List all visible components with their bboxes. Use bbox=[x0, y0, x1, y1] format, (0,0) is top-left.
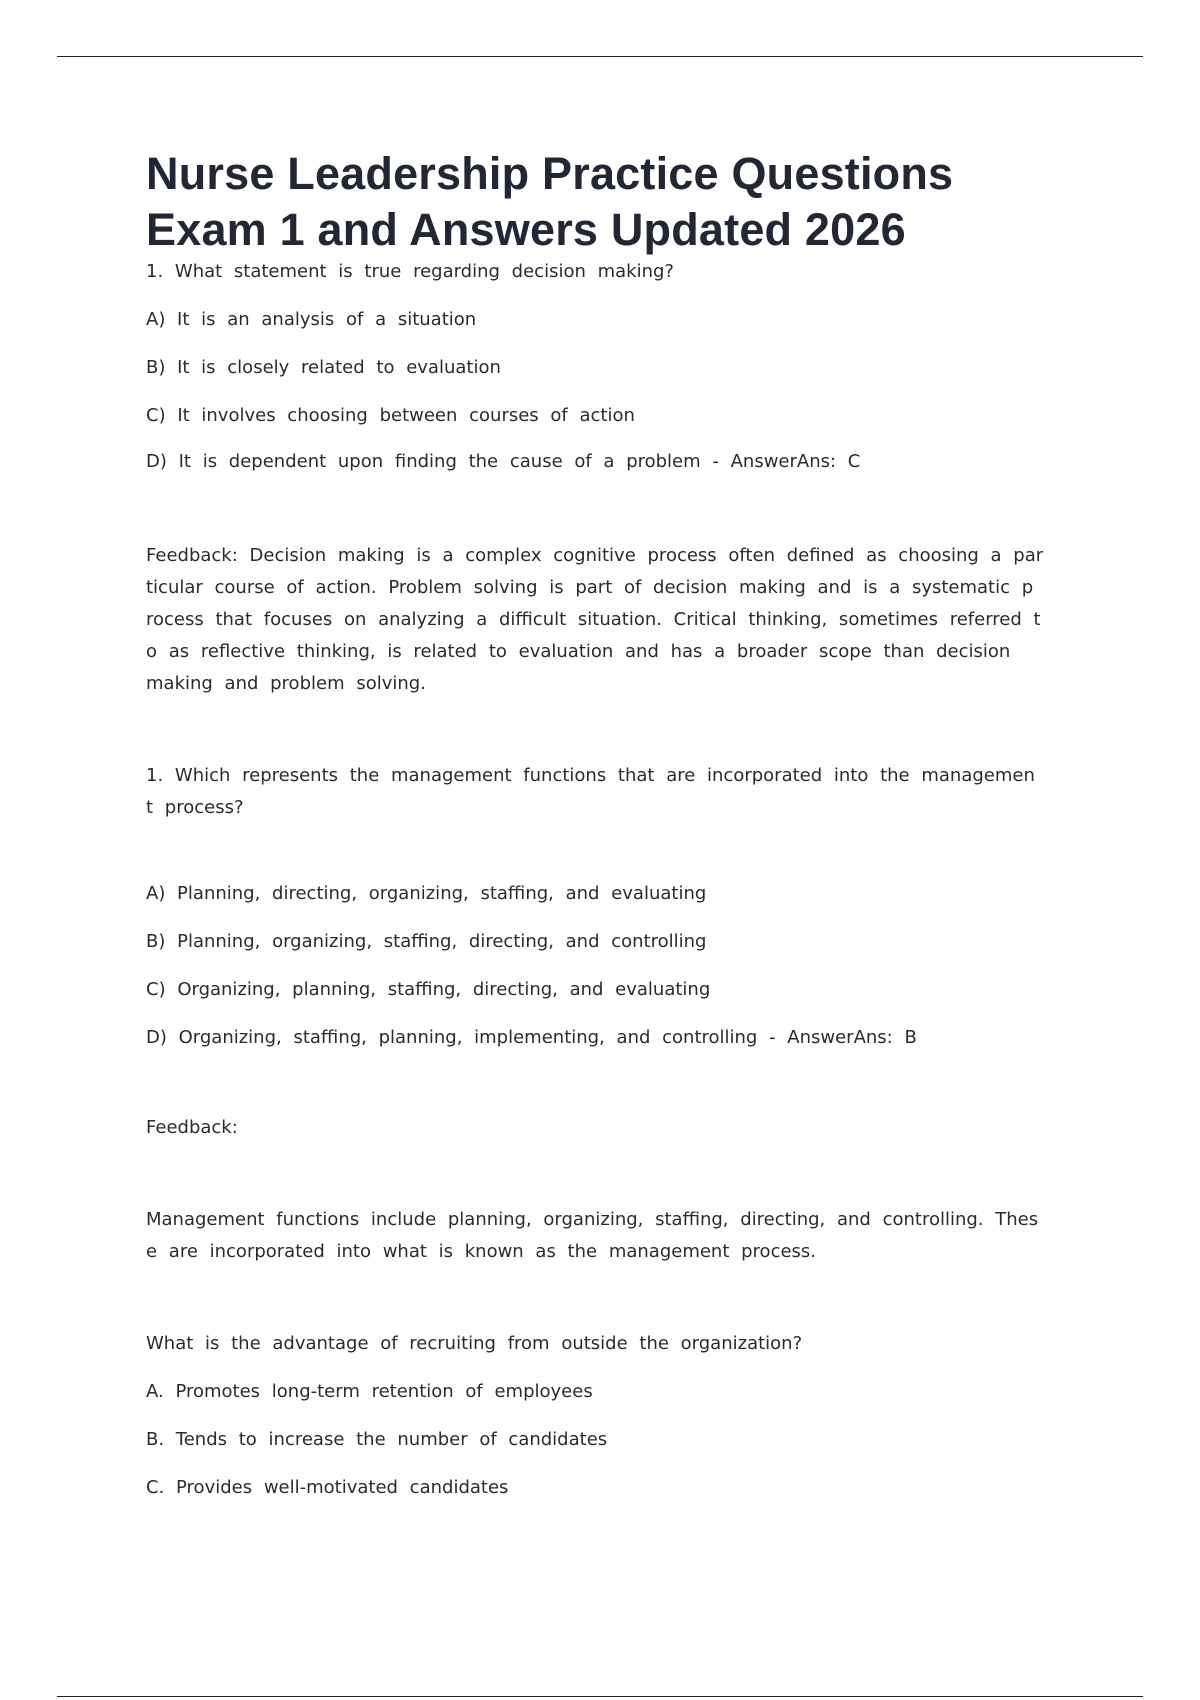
question-text bbox=[146, 760, 1054, 824]
question-line: 1. Which represents the management functions that are incorporated into the managemen bbox=[146, 765, 1035, 786]
page-content bbox=[146, 146, 1054, 1504]
feedback-line: Management functions include planning, organizing, staffing, directing, and controlling. Thes bbox=[146, 1209, 1039, 1230]
feedback-paragraph bbox=[146, 540, 1054, 700]
feedback-line: rocess that focuses on analyzing a difficult situation. Critical thinking, sometimes referred t bbox=[146, 609, 1041, 630]
document-title bbox=[146, 146, 1054, 258]
option-a: A) It is an analysis of a situation bbox=[146, 309, 477, 330]
bottom-rule bbox=[57, 1696, 1143, 1697]
option-b: B) It is closely related to evaluation bbox=[146, 357, 501, 378]
question-block-1 bbox=[146, 256, 1054, 700]
feedback-line: making and problem solving. bbox=[146, 673, 426, 694]
feedback-label: Feedback: bbox=[146, 1117, 238, 1138]
feedback-line: e are incorporated into what is known as the management process. bbox=[146, 1241, 817, 1262]
option-a: A) Planning, directing, organizing, staffing, and evaluating bbox=[146, 883, 707, 904]
feedback-line: o as reflective thinking, is related to evaluation and has a broader scope than decision bbox=[146, 641, 1011, 662]
option-d-answer: D) Organizing, staffing, planning, implementing, and controlling - AnswerAns: B bbox=[146, 1027, 917, 1048]
title-line-2: Exam 1 and Answers Updated 2026 bbox=[146, 204, 906, 255]
question-text: 1. What statement is true regarding decision making? bbox=[146, 261, 674, 282]
feedback-line: ticular course of action. Problem solving is part of decision making and is a systematic p bbox=[146, 577, 1034, 598]
option-c: C) Organizing, planning, staffing, directing, and evaluating bbox=[146, 979, 711, 1000]
top-rule bbox=[57, 56, 1143, 57]
option-b: B) Planning, organizing, staffing, directing, and controlling bbox=[146, 931, 707, 952]
title-line-1: Nurse Leadership Practice Questions bbox=[146, 148, 954, 199]
option-b: B. Tends to increase the number of candidates bbox=[146, 1429, 608, 1450]
option-a: A. Promotes long-term retention of employees bbox=[146, 1381, 593, 1402]
feedback-line: Feedback: Decision making is a complex cognitive process often defined as choosing a par bbox=[146, 545, 1044, 566]
question-line: t process? bbox=[146, 797, 244, 818]
question-block-2 bbox=[146, 760, 1054, 1268]
option-c: C) It involves choosing between courses of action bbox=[146, 405, 635, 426]
option-c: C. Provides well-motivated candidates bbox=[146, 1477, 509, 1498]
question-text: What is the advantage of recruiting from outside the organization? bbox=[146, 1333, 803, 1354]
option-d-answer: D) It is dependent upon finding the cause of a problem - AnswerAns: C bbox=[146, 451, 861, 472]
feedback-paragraph bbox=[146, 1204, 1054, 1268]
question-block-3 bbox=[146, 1328, 1054, 1504]
